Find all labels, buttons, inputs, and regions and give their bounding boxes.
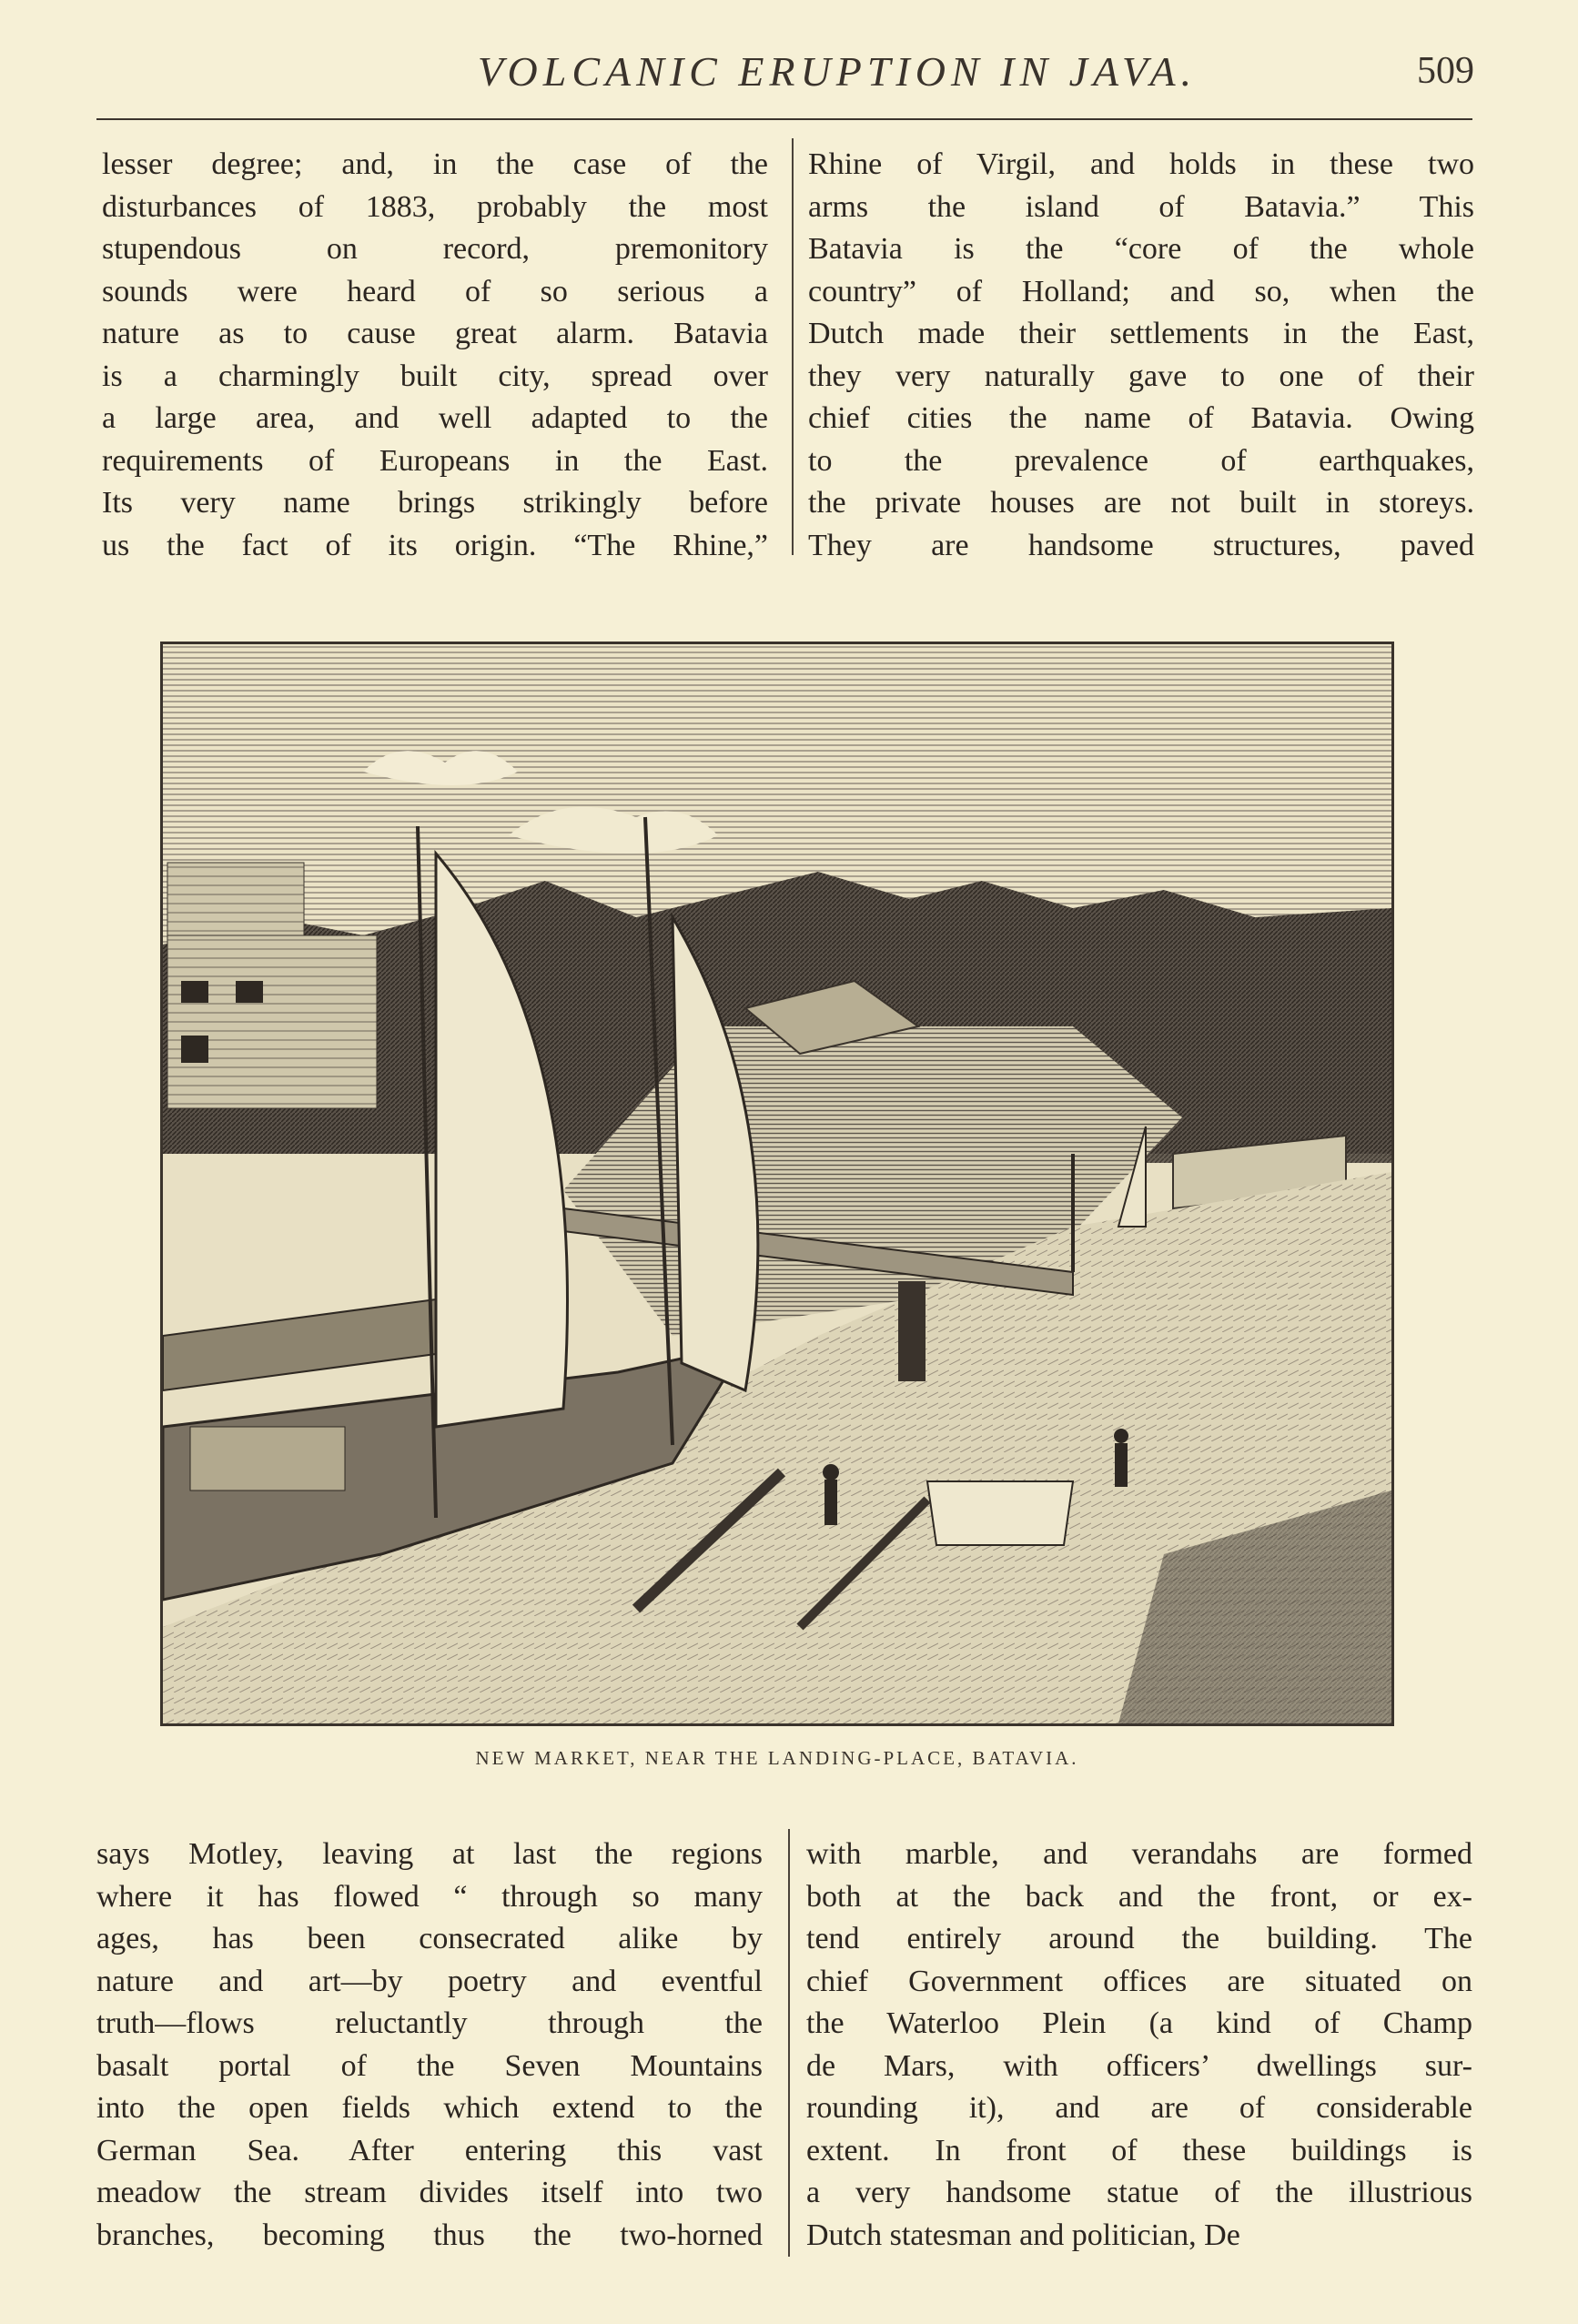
text-line: the Waterloo Plein (a kind of Champ bbox=[806, 2006, 1472, 2040]
text-line: a very handsome statue of the illustrious bbox=[806, 2176, 1472, 2209]
text-line: with marble, and verandahs are formed bbox=[806, 1837, 1472, 1871]
text-line: nature as to cause great alarm. Batavia bbox=[102, 317, 768, 350]
text-line: lesser degree; and, in the case of the bbox=[102, 147, 768, 181]
figure-person bbox=[824, 1480, 837, 1525]
text-line: Batavia is the “core of the whole bbox=[808, 232, 1474, 266]
text-line: us the fact of its origin. “The Rhine,” bbox=[102, 528, 768, 562]
text-line: ages, has been consecrated alike by bbox=[96, 1922, 763, 1955]
text-line: country” of Holland; and so, when the bbox=[808, 274, 1474, 308]
text-line: both at the back and the front, or ex- bbox=[806, 1879, 1472, 1914]
page-number: 509 bbox=[1417, 50, 1474, 92]
text-line: says Motley, leaving at last the regions bbox=[96, 1837, 763, 1871]
text-line: truth—flows reluctantly through the bbox=[96, 2006, 763, 2040]
figure-person bbox=[1114, 1429, 1128, 1443]
text-line: sounds were heard of so serious a bbox=[102, 274, 768, 308]
bridge-pier bbox=[898, 1281, 926, 1381]
window bbox=[181, 1036, 208, 1063]
text-line: Its very name brings strikingly before bbox=[102, 486, 768, 520]
header-rule bbox=[96, 118, 1472, 120]
text-line: German Sea. After entering this vast bbox=[96, 2133, 763, 2167]
text-line: they very naturally gave to one of their bbox=[808, 359, 1474, 393]
building bbox=[167, 863, 304, 935]
engraving-illustration bbox=[160, 642, 1394, 1726]
text-line: a large area, and well adapted to the bbox=[102, 401, 768, 435]
text-line: basalt portal of the Seven Mountains bbox=[96, 2048, 763, 2083]
running-title: VOLCANIC ERUPTION IN JAVA. bbox=[477, 48, 1198, 95]
column-divider bbox=[788, 1829, 790, 2257]
figure-person bbox=[823, 1464, 839, 1480]
window bbox=[236, 981, 263, 1003]
text-line: chief cities the name of Batavia. Owing bbox=[808, 401, 1474, 435]
text-line: into the open fields which extend to the bbox=[96, 2091, 763, 2125]
window bbox=[181, 981, 208, 1003]
figure-caption: NEW MARKET, NEAR THE LANDING-PLACE, BATAVIA. bbox=[475, 1747, 1079, 1769]
text-line: Dutch statesman and politician, De bbox=[806, 2218, 1240, 2252]
text-line: is a charmingly built city, spread over bbox=[102, 359, 768, 393]
text-line: requirements of Europeans in the East. bbox=[102, 443, 768, 478]
top-right-column bbox=[808, 144, 1474, 567]
boat-hull bbox=[163, 1299, 436, 1390]
text-line: Rhine of Virgil, and holds in these two bbox=[808, 147, 1474, 181]
text-line: extent. In front of these buildings is bbox=[806, 2133, 1472, 2167]
text-line: the private houses are not built in storeys. bbox=[808, 486, 1474, 520]
text-line: branches, becoming thus the two-horned bbox=[96, 2218, 763, 2252]
text-line: chief Government offices are situated on bbox=[806, 1964, 1472, 1998]
text-line: disturbances of 1883, probably the most bbox=[102, 189, 768, 224]
text-line: where it has flowed “ through so many bbox=[96, 1879, 763, 1914]
bottom-left-column bbox=[96, 1834, 763, 2257]
building bbox=[167, 935, 377, 1108]
text-line: meadow the stream divides itself into two bbox=[96, 2176, 763, 2209]
text-line: rounding it), and are of considerable bbox=[806, 2091, 1472, 2125]
market-stall bbox=[927, 1481, 1073, 1545]
text-line: to the prevalence of earthquakes, bbox=[808, 443, 1474, 478]
text-line: stupendous on record, premonitory bbox=[102, 232, 768, 266]
top-left-column bbox=[102, 144, 768, 567]
text-line: de Mars, with officers’ dwellings sur- bbox=[806, 2048, 1472, 2083]
page-header bbox=[100, 47, 1474, 111]
boat-cabin bbox=[190, 1427, 345, 1490]
text-line: arms the island of Batavia.” This bbox=[808, 189, 1474, 224]
bottom-right-column bbox=[806, 1834, 1472, 2257]
column-divider bbox=[792, 138, 794, 555]
text-line: They are handsome structures, paved bbox=[808, 528, 1474, 562]
figure-person bbox=[1115, 1443, 1128, 1487]
text-line: tend entirely around the building. The bbox=[806, 1922, 1472, 1955]
text-line: nature and art—by poetry and eventful bbox=[96, 1964, 763, 1998]
text-line: Dutch made their settlements in the East, bbox=[808, 317, 1474, 350]
engraving-svg bbox=[163, 644, 1391, 1723]
